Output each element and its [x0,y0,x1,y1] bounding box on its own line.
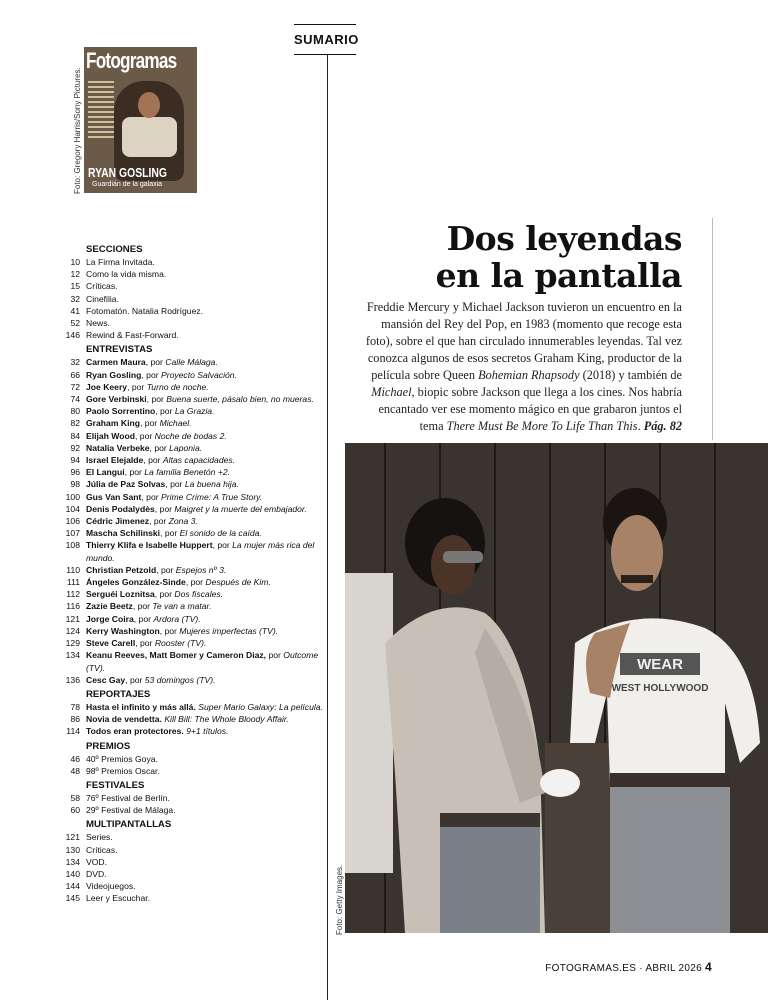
toc-entry-by: , por [212,540,233,551]
toc-entry[interactable] [56,856,326,868]
feature-headline [436,220,682,294]
toc-entry-work: Altas capacidades. [162,455,236,466]
toc-entry-work: Maigret y la muerte del embajador. [174,503,307,514]
toc-entry-text [86,844,326,856]
toc-entry-text [86,329,326,341]
toc-entry[interactable] [56,613,326,625]
toc-entry-name: Natalia Verbeke [86,442,150,453]
toc-entry-work: La familia Benetón +2. [144,467,231,478]
toc-entry[interactable] [56,892,326,904]
toc-entry-text [86,491,326,503]
toc-entry[interactable] [56,588,326,600]
toc-entry-name: VOD. [86,856,108,867]
toc-page-number: 136 [65,674,80,685]
toc-entry-name: Leer y Escuchar. [86,893,151,904]
toc-entry-work: 9+1 títulos. [186,726,229,737]
toc-entry[interactable] [56,491,326,503]
toc-entry-text [86,804,326,816]
magazine-cover[interactable] [84,47,197,193]
toc-page-number: 52 [70,318,80,329]
toc-entry-text [86,613,326,625]
toc-entry-by: , por [141,369,161,380]
toc-entry[interactable] [56,356,326,368]
toc-entry[interactable] [56,637,326,649]
toc-entry-name: Thierry Klifa e Isabelle Huppert [86,540,213,551]
toc-entry[interactable] [56,753,326,765]
toc-page-number: 146 [65,330,80,341]
toc-entry-work: 53 domingos (TV). [144,674,216,685]
toc-page-number: 10 [70,257,80,267]
cover-shirt [122,117,177,157]
toc-entry-text [86,880,326,892]
toc-section-title: SECCIONES [86,244,143,255]
toc-entry-by: , por [132,601,153,612]
toc-entry-text [86,856,326,868]
toc-entry-work: Kill Bill: The Whole Bloody Affair. [164,714,289,725]
toc-entry[interactable] [56,454,326,466]
toc-entry[interactable] [56,478,326,490]
toc-entry-name: Todos eran protectores. [86,726,184,737]
toc-page-number: 78 [70,701,80,712]
toc-entry-by: , por [135,638,155,649]
toc-entry-name: El Langui [86,467,125,478]
toc-entry-text [86,713,326,725]
toc-entry[interactable] [56,831,326,843]
feature-photo-credit: Foto: Getty Images. [335,864,344,935]
toc-entry[interactable] [56,305,326,317]
toc-entry[interactable] [56,256,326,268]
cover-head [138,92,160,118]
toc-page-number: 116 [66,601,80,612]
toc-entry-text [86,305,326,317]
shirt-text-west-hollywood: WEST HOLLYWOOD [611,683,709,694]
section-label: SUMARIO [294,32,359,47]
toc-entry-text [86,649,326,673]
feature-lede [355,299,682,435]
toc-entry[interactable] [56,430,326,442]
header-rule-top [294,24,356,25]
toc-page-number: 94 [70,455,80,466]
toc-entry-work: Dos fiscales. [174,589,224,600]
toc-entry[interactable] [56,564,326,576]
toc-entry-work: Mujeres imperfectas (TV). [179,625,279,636]
toc-entry-name: Cinefilia. [86,293,119,304]
toc-section-title: FESTIVALES [86,779,145,791]
toc-entry[interactable] [56,713,326,725]
toc-entry-text [86,317,326,329]
toc-entry[interactable] [56,515,326,527]
toc-page-number: 145 [65,893,80,904]
toc-entry-by: por [266,650,284,661]
toc-entry-name: Novia de vendetta. [86,714,162,725]
toc-entry-by: , por [133,613,154,624]
toc-entry[interactable] [56,701,326,713]
toc-entry-by: , por [145,357,166,368]
toc-entry-text [86,527,326,539]
toc-entry[interactable] [56,804,326,816]
toc-entry[interactable] [56,868,326,880]
toc-entry[interactable] [56,765,326,777]
toc-entry-work: Ardora (TV). [153,613,201,624]
toc-entry[interactable] [56,405,326,417]
toc-entry-name: Denis Podalydès [86,503,155,514]
toc-page-number: 58 [70,792,80,803]
toc-page-number: 121 [65,832,80,843]
toc-entry-by: , por [127,381,147,392]
toc-page-number: 48 [70,765,80,776]
toc-page-number: 112 [66,589,80,600]
toc-entry-name: Joe Keery [86,381,128,392]
toc-entry[interactable] [56,600,326,612]
toc-page-number: 72 [70,381,80,392]
toc-entry-text [86,765,326,777]
toc-entry[interactable] [56,792,326,804]
lede-title-bohemian: Bohemian Rhapsody [478,368,580,382]
toc-page-number: 134 [65,650,80,661]
lede-page-ref[interactable]: Pág. 82 [643,419,682,433]
toc-entry-by: , por [141,491,161,502]
toc-entry[interactable] [56,442,326,454]
toc-entry-text [86,892,326,904]
toc-entry-text [86,792,326,804]
toc-entry-by: , por [149,442,170,453]
toc-entry-text [86,369,326,381]
toc-entry-name: 76º Festival de Berlín. [86,792,170,803]
toc-entry-text [86,725,326,737]
toc-entry-name: Paolo Sorrentino [86,406,156,417]
toc-entry[interactable] [56,674,326,686]
toc-entry-by: , por [154,503,175,514]
toc-entry-text [86,625,326,637]
toc-page-number: 60 [70,805,80,816]
toc-entry-text [86,356,326,368]
cover-name: RYAN GOSLING [88,165,167,180]
cover-photo-credit: Foto: Gregory Harris/Sony Pictures. [73,67,82,194]
toc-entry-name: Gore Verbinski [86,394,147,405]
toc-entry-text [86,393,326,405]
toc-page-number: 80 [70,406,80,417]
toc-entry-work: Noche de bodas 2. [154,430,227,441]
toc-entry[interactable] [56,725,326,737]
toc-entry[interactable] [56,280,326,292]
toc-entry-name: DVD. [86,868,107,879]
toc-entry-name: Críticas. [86,844,118,855]
toc-entry-name: Ángeles González-Sinde [86,577,186,588]
toc-entry[interactable] [56,317,326,329]
toc-entry-name: 40º Premios Goya. [86,753,158,764]
toc-entry-by: , por [155,406,175,417]
toc-entry-work: Super Mario Galaxy: La película. [198,701,323,712]
toc-entry-work: Espejos nº 3. [175,564,227,575]
toc-entry-work: El sonido de la caída. [179,528,262,539]
toc-entry-text [86,256,326,268]
toc-page-number: 46 [70,753,80,764]
toc-entry[interactable] [56,393,326,405]
toc-entry-by: , por [154,589,175,600]
lede-title-song: There Must Be More To Life Than This [446,419,638,433]
toc-entry[interactable] [56,466,326,478]
toc-entry-work: Prime Crime: A True Story. [161,491,263,502]
toc-entry-name: Críticas. [86,281,118,292]
toc-page-number: 107 [65,528,80,539]
toc-entry[interactable] [56,576,326,588]
toc-entry-name: Elijah Wood [86,430,136,441]
toc-entry[interactable] [56,844,326,856]
toc-page-number: 121 [65,613,80,624]
toc-entry-name: Como la vida misma. [86,269,167,280]
toc-page-number: 144 [65,881,80,892]
toc-page-number: 110 [66,564,80,575]
toc-page-number: 98 [70,479,80,490]
toc-entry-work: Zona 3. [168,516,198,527]
toc-entry-by: , por [125,674,145,685]
toc-entry-text [86,280,326,292]
toc-entry-by: , por [156,564,176,575]
toc-entry-by: , por [143,455,163,466]
toc-entry-text [86,515,326,527]
toc-entry-text [86,442,326,454]
toc-page-number: 111 [66,577,80,588]
toc-page-number: 32 [70,293,80,304]
toc-entry[interactable] [56,293,326,305]
toc-entry-name: 29º Festival de Málaga. [86,805,176,816]
toc-page-number: 82 [70,418,80,429]
table-of-contents [56,241,326,905]
toc-entry-work: Rooster (TV). [154,638,207,649]
toc-page-number: 130 [65,844,80,855]
toc-entry-name: Hasta el infinito y más allá. [86,701,196,712]
toc-entry-by: , por [185,577,206,588]
toc-entry-name: Jorge Coira [86,613,134,624]
toc-page-number: 104 [65,503,80,514]
toc-entry[interactable] [56,417,326,429]
toc-entry-text [86,503,326,515]
toc-page-number: 74 [70,394,80,405]
toc-entry-name: Júlia de Paz Solvas [86,479,166,490]
toc-entry-name: Serguéi Loznitsa [86,589,155,600]
toc-page-number: 66 [70,369,80,380]
toc-entry-name: Kerry Washington [86,625,160,636]
footer-site-date: FOTOGRAMAS.ES · ABRIL 2026 [545,963,703,974]
headline-line-1: Dos leyendas [446,219,682,258]
cover-subtitle: Guardián de la galaxia [92,181,163,188]
toc-entry-name: La Firma Invitada. [86,257,155,267]
toc-entry-by: , por [124,467,145,478]
toc-entry[interactable] [56,880,326,892]
toc-entry-name: News. [86,318,110,329]
toc-page-number: 41 [70,305,80,316]
toc-entry[interactable] [56,527,326,539]
toc-entry[interactable] [56,625,326,637]
toc-page-number: 108 [65,540,80,551]
toc-page-number: 86 [70,714,80,725]
toc-page-number: 92 [70,442,80,453]
toc-page-number: 96 [70,467,80,478]
toc-entry-text [86,564,326,576]
column-divider [327,55,328,1000]
toc-entry-by: , por [149,516,169,527]
toc-entry-text [86,268,326,280]
toc-entry-text [86,417,326,429]
toc-entry-by: , por [146,394,167,405]
toc-entry[interactable] [56,539,326,563]
toc-section-title: PREMIOS [86,740,131,752]
toc-entry-name: Keanu Reeves, Matt Bomer y Cameron Diaz, [86,650,267,661]
toc-entry-text [86,405,326,417]
toc-entry-text [86,430,326,442]
toc-entry-name: Cesc Gay [86,674,126,685]
toc-entry-work: Michael. [159,418,192,429]
toc-page-number: 106 [65,516,80,527]
toc-entry-name: Rewind & Fast-Forward. [86,330,179,341]
toc-entry-text [86,831,326,843]
toc-entry-text [86,576,326,588]
toc-entry[interactable] [56,268,326,280]
toc-entry-work: Te van a matar. [152,601,212,612]
toc-entry[interactable] [56,649,326,673]
toc-entry-work: La buena hija. [184,479,239,490]
toc-entry-work: La mujer más rica del mundo. [86,540,315,563]
toc-page-number: 100 [65,491,80,502]
toc-page-number: 140 [65,868,80,879]
toc-section-title: REPORTAJES [86,688,151,700]
toc-entry-text [86,868,326,880]
toc-entry-name: Steve Carell [86,638,136,649]
toc-entry[interactable] [56,503,326,515]
lede-text-a: Freddie Mercury y Michael Jackson tuvieron un encuentro en la mansión del Rey del Pop, en 1983 (momento que recoge esta foto), sobre el que han circulado innumerables leyendas. Tal vez conozca algunos de esos secretos Graham King, productor de la película sobre Queen [365,300,682,382]
toc-entry-text [86,293,326,305]
toc-entry-work: Laponia. [169,442,203,453]
lede-text-e: , biopic sobre Jackson que llega a los cines. Nos habría encantado ver ese momento mágico en que grabaron juntos el tema [378,385,682,433]
toc-entry-name: Ryan Gosling [86,369,142,380]
toc-page-number: 32 [70,357,80,368]
toc-entry-text [86,478,326,490]
toc-entry-name: Graham King [86,418,140,429]
toc-entry-name: Videojuegos. [86,881,136,892]
cover-masthead: Fotogramas [86,48,177,73]
toc-page-number: 12 [70,269,80,280]
toc-entry-work: Buena suerte, pásalo bien, no mueras. [166,394,314,405]
toc-entry-text [86,454,326,466]
toc-entry-by: , por [139,418,160,429]
headline-line-2: en la pantalla [435,256,682,295]
cover-teaser-lines [88,81,114,141]
page-footer [545,960,712,974]
toc-entry-name: Series. [86,832,113,843]
toc-entry-work: Outcome (TV). [86,650,319,673]
toc-page-number: 134 [65,856,80,867]
toc-entry[interactable] [56,369,326,381]
toc-entry[interactable] [56,381,326,393]
page-number: 4 [705,960,712,974]
toc-entry-by: , por [135,430,155,441]
toc-entry-work: Calle Málaga. [165,357,218,368]
toc-entry-name: Cédric Jimenez [86,516,150,527]
lede-text-c: (2018) y también de [579,368,682,382]
toc-entry-by: , por [165,479,185,490]
toc-entry-name: Zazie Beetz [86,601,133,612]
toc-section-title: MULTIPANTALLAS [86,819,172,831]
header-rule-bottom [294,54,356,55]
toc-entry-name: Gus Van Sant [86,491,142,502]
toc-entry-text [86,701,326,713]
toc-entry-work: Después de Kim. [205,577,271,588]
toc-entry-text [86,539,326,563]
toc-page-number: 124 [65,625,80,636]
toc-entry-text [86,674,326,686]
toc-page-number: 129 [65,638,80,649]
toc-entry-by: , por [160,528,180,539]
feature-photo [345,443,768,933]
toc-entry-by: , por [159,625,180,636]
toc-entry-text [86,637,326,649]
lede-title-michael: Michael [371,385,412,399]
toc-entry-name: 98º Premios Oscar. [86,765,160,776]
toc-entry-text [86,600,326,612]
toc-entry-work: Proyecto Salvación. [160,369,237,380]
toc-entry-text [86,381,326,393]
toc-entry-text [86,753,326,765]
toc-entry-name: Israel Elejalde [86,455,144,466]
toc-section-title: ENTREVISTAS [86,344,153,356]
toc-entry-name: Christian Petzold [86,564,157,575]
toc-page-number: 114 [66,726,80,737]
toc-page-number: 15 [70,281,80,292]
toc-entry-name: Carmen Maura [86,357,146,368]
toc-entry-text [86,466,326,478]
toc-page-number: 84 [70,430,80,441]
toc-entry[interactable] [56,329,326,341]
toc-entry-work: Turno de noche. [146,381,209,392]
lede-text-g: . [637,419,644,433]
shirt-text-wear: WEAR [637,656,683,673]
toc-entry-work: La Grazia. [174,406,215,417]
toc-entry-text [86,588,326,600]
lede-divider [712,218,713,440]
toc-entry-name: Mascha Schilinski [86,528,161,539]
toc-entry-name: Fotomatón. Natalia Rodríguez. [86,305,204,316]
